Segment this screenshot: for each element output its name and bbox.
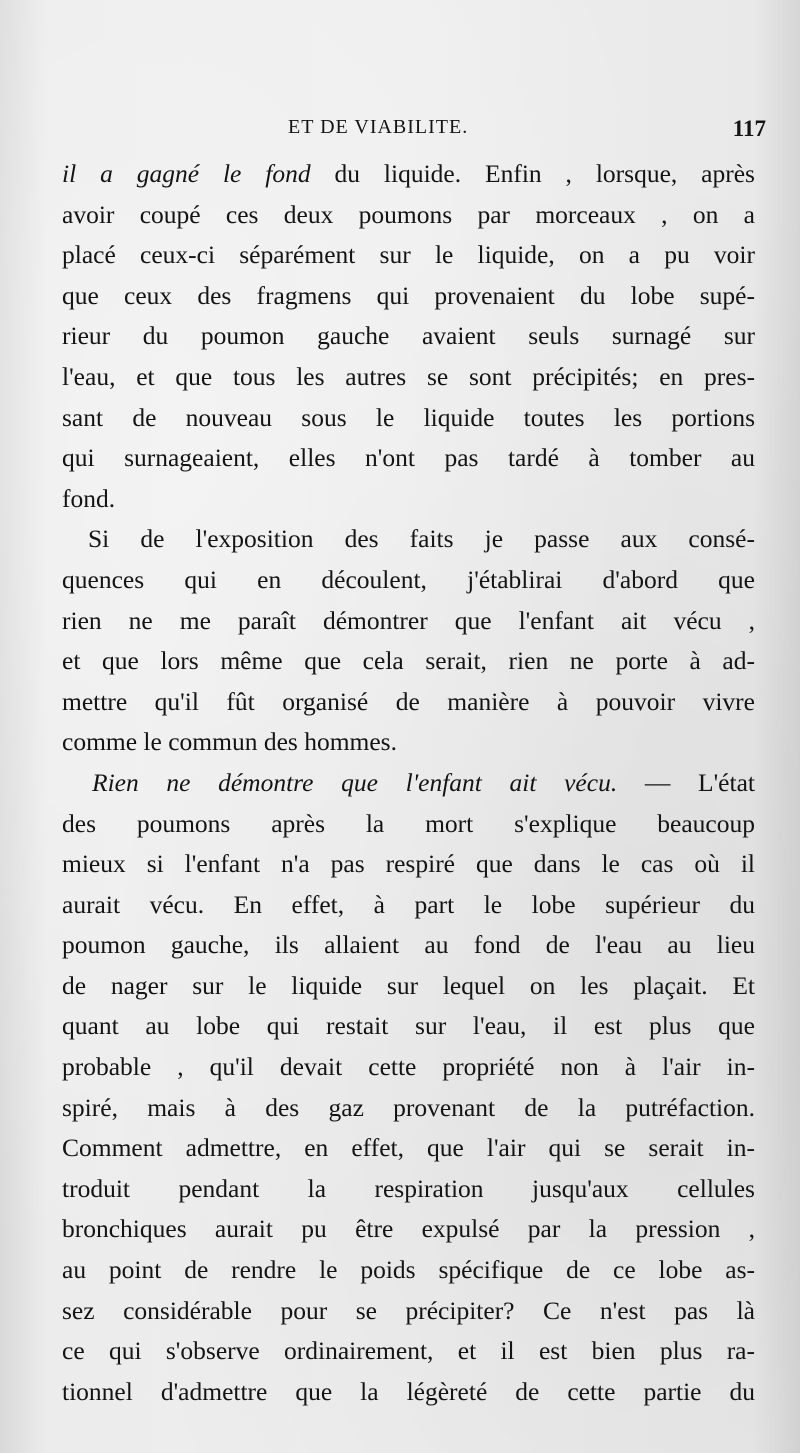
text-line: rieur du poumon gauche avaient seuls surnagé sur (62, 321, 755, 351)
text-line: quences qui en découlent, j'établirai d'abord que (62, 564, 755, 594)
text-line: il a gagné le fond du liquide. Enfin , lorsque, après (62, 159, 755, 188)
text-line: avoir coupé ces deux poumons par morceaux , on a (62, 199, 755, 229)
page-number: 117 (732, 116, 766, 141)
text-line: poumon gauche, ils allaient au fond de l'eau au lieu (62, 930, 755, 960)
text-line: sez considérable pour se précipiter? Ce n'est pas là (62, 1295, 755, 1325)
text-line: ce qui s'observe ordinairement, et il est bien plus ra- (62, 1336, 755, 1366)
text-line: tionnel d'admettre que la légèreté de cette partie du (62, 1376, 755, 1406)
text-line: Comment admettre, en effet, que l'air qui se serait in- (62, 1133, 755, 1163)
paragraph-first-line: Si de l'exposition des faits je passe aux consé- (88, 524, 755, 554)
italic-phrase: il a gagné le fond (62, 159, 311, 188)
text-line: placé ceux-ci séparément sur le liquide, on a pu voir (62, 240, 755, 270)
text-line: de nager sur le liquide sur lequel on les plaçait. Et (62, 970, 755, 1000)
text-line: aurait vécu. En effet, à part le lobe supérieur du (62, 889, 755, 919)
text-body (62, 154, 755, 1412)
text-line: fond. (62, 483, 116, 513)
section-heading-line: Rien ne démontre que l'enfant ait vécu. — L'état (92, 767, 755, 797)
text-line: mieux si l'enfant n'a pas respiré que dans le cas où il (62, 849, 755, 879)
text-line: l'eau, et que tous les autres se sont précipités; en pres- (62, 361, 755, 391)
text-line: qui surnageaient, elles n'ont pas tardé à tomber au (62, 443, 755, 473)
running-head (58, 116, 766, 146)
text-line: et que lors même que cela serait, rien ne porte à ad- (62, 646, 755, 676)
text-line: quant au lobe qui restait sur l'eau, il est plus que (62, 1011, 755, 1041)
text-line: que ceux des fragmens qui provenaient du lobe supé- (62, 280, 755, 310)
text-line: sant de nouveau sous le liquide toutes les portions (62, 402, 755, 432)
text-line: probable , qu'il devait cette propriété non à l'air in- (62, 1052, 755, 1082)
text-line: au point de rendre le poids spécifique de ce lobe as- (62, 1255, 755, 1285)
text-line: spiré, mais à des gaz provenant de la putréfaction. (62, 1092, 755, 1122)
text-line: des poumons après la mort s'explique beaucoup (62, 808, 755, 838)
text-line: rien ne me paraît démontrer que l'enfant ait vécu , (62, 605, 755, 635)
text-line: comme le commun des hommes. (62, 727, 397, 757)
text-line: bronchiques aurait pu être expulsé par la pression , (62, 1214, 755, 1244)
running-title: ET DE VIABILITE. (288, 116, 469, 138)
italic-section-title: Rien ne démontre que l'enfant ait vécu. (92, 767, 618, 797)
text-line: troduit pendant la respiration jusqu'aux cellules (62, 1173, 755, 1203)
text-line: mettre qu'il fût organisé de manière à pouvoir vivre (62, 686, 755, 716)
